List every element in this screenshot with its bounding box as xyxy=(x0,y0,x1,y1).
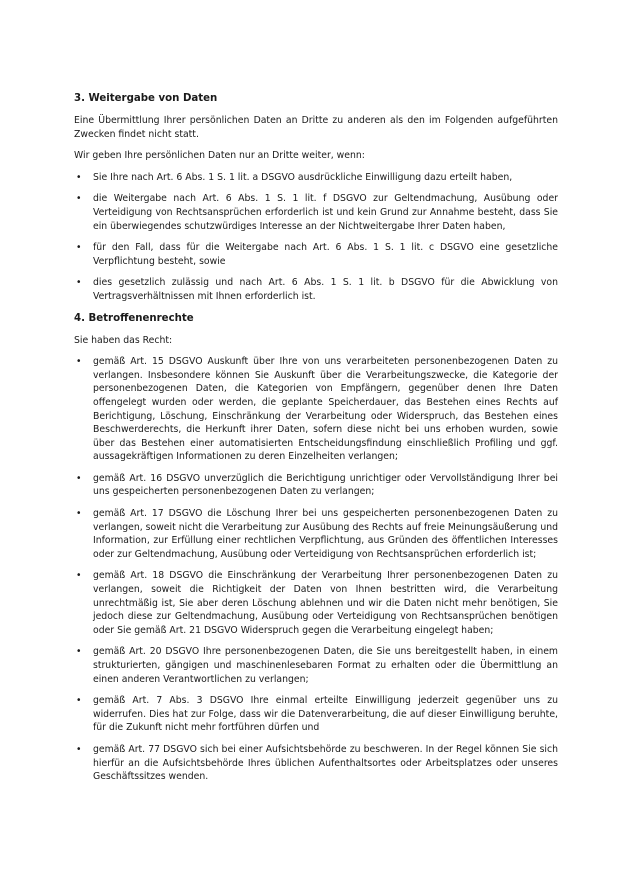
section-3-heading: 3. Weitergabe von Daten xyxy=(74,93,218,104)
list-item xyxy=(74,743,558,784)
bullet-icon: • xyxy=(76,695,82,707)
list-item xyxy=(74,241,558,268)
bullet-icon: • xyxy=(76,570,82,582)
bullet-icon: • xyxy=(76,646,82,658)
list-item-text: gemäß Art. 17 DSGVO die Löschung Ihrer bei uns gespeicherten personenbezogenen Daten zu verlangen, soweit nicht die Verarbeitung zur Ausübung des Rechts auf freie Meinungsäußerung und Information, zur Erfüllung einer rechtlichen Verpflichtung, aus Gründen des öffentlichen Interesses oder zur Geltendmachung, Ausübung oder Verteidigung von Rechtsansprüchen erforderlich ist; xyxy=(93,508,558,560)
section-4-heading: 4. Betroffenenrechte xyxy=(74,312,194,324)
bullet-icon: • xyxy=(76,171,82,183)
list-item-text: gemäß Art. 15 DSGVO Auskunft über Ihre von uns verarbeiteten personenbezogenen Daten zu verlangen. Insbesondere können Sie Auskunft über die Verarbeitungszwecke, die Kategorie der personenbezogenen Daten, die Kategorien von Empfängern, gegenüber denen Ihre Daten offengelegt wurden oder werden, die geplante Speicherdauer, das Bestehen eines Rechts auf Berichtigung, Löschung, Einschränkung der Verarbeitung oder Widerspruch, das Bestehen eines Beschwerderechts, die Herkunft ihrer Daten, sofern diese nicht bei uns erhoben wurden, sowie über das Bestehen einer automatisierten Entscheidungsfindung einschließlich Profiling und ggf. aussagekräftigen Informationen zu deren Einzelheiten verlangen; xyxy=(93,356,558,463)
list-item xyxy=(74,694,558,735)
list-item xyxy=(74,645,558,686)
list-item-text: gemäß Art. 18 DSGVO die Einschränkung der Verarbeitung Ihrer personenbezogenen Daten zu verlangen, soweit die Richtigkeit der Daten von Ihnen bestritten wird, die Verarbeitung unrechtmäßig ist, Sie aber deren Löschung ablehnen und wir die Daten nicht mehr benötigen, Sie jedoch diese zur Geltendmachung, Ausübung oder Verteidigung von Rechtsansprüchen benötigen oder Sie gemäß Art. 21 DSGVO Widerspruch gegen die Verarbeitung eingelegt haben; xyxy=(93,570,558,636)
bullet-icon: • xyxy=(76,277,82,289)
section-4-lead: Sie haben das Recht: xyxy=(74,334,173,346)
section-4-list xyxy=(74,355,558,784)
section-3-list xyxy=(74,171,558,304)
list-item-text: gemäß Art. 20 DSGVO Ihre personenbezogenen Daten, die Sie uns bereitgestellt haben, in einem strukturierten, gängigen und maschinenlesebaren Format zu erhalten oder die Übermittlung an einen anderen Verantwortlichen zu verlangen; xyxy=(93,646,558,685)
list-item-text: gemäß Art. 16 DSGVO unverzüglich die Berichtigung unrichtiger oder Vervollständigung Ihrer bei uns gespeicherten personenbezogenen Daten zu verlangen; xyxy=(93,472,558,498)
list-item xyxy=(74,192,558,233)
list-item-text: die Weitergabe nach Art. 6 Abs. 1 S. 1 lit. f DSGVO zur Geltendmachung, Ausübung oder Verteidigung von Rechtsansprüchen erforderlich ist und kein Grund zur Annahme besteht, dass Sie ein überwiegendes schutzwürdiges Interesse an der Nichtweitergabe Ihrer Daten haben, xyxy=(93,193,558,232)
document-page xyxy=(74,92,558,792)
bullet-icon: • xyxy=(76,508,82,520)
list-item xyxy=(74,569,558,637)
bullet-icon: • xyxy=(76,743,82,755)
bullet-icon: • xyxy=(76,472,82,484)
list-item xyxy=(74,171,558,185)
bullet-icon: • xyxy=(76,356,82,368)
list-item-text: gemäß Art. 77 DSGVO sich bei einer Aufsichtsbehörde zu beschweren. In der Regel können Sie sich hierfür an die Aufsichtsbehörde Ihres üblichen Aufenthaltsortes oder Arbeitsplatzes oder unseres Geschäftssitzes wenden. xyxy=(93,743,558,783)
bullet-icon: • xyxy=(76,242,82,254)
list-item xyxy=(74,507,558,561)
list-item xyxy=(74,276,558,303)
list-item-text: für den Fall, dass für die Weitergabe nach Art. 6 Abs. 1 S. 1 lit. c DSGVO eine gesetzliche Verpflichtung besteht, sowie xyxy=(93,242,558,267)
list-item-text: Sie Ihre nach Art. 6 Abs. 1 S. 1 lit. a DSGVO ausdrückliche Einwilligung dazu erteilt haben, xyxy=(93,171,513,183)
section-3-intro: Eine Übermittlung Ihrer persönlichen Daten an Dritte zu anderen als den im Folgenden aufgeführten Zwecken findet nicht statt. xyxy=(74,115,558,140)
list-item-text: dies gesetzlich zulässig und nach Art. 6 Abs. 1 S. 1 lit. b DSGVO für die Abwicklung von Vertragsverhältnissen mit Ihnen erforderlich ist. xyxy=(93,277,558,302)
list-item xyxy=(74,355,558,464)
bullet-icon: • xyxy=(76,193,82,205)
list-item-text: gemäß Art. 7 Abs. 3 DSGVO Ihre einmal erteilte Einwilligung jederzeit gegenüber uns zu widerrufen. Dies hat zur Folge, dass wir die Datenverarbeitung, die auf dieser Einwilligung beruhte, für die Zukunft nicht mehr fortführen dürfen und xyxy=(93,695,558,734)
list-item xyxy=(74,472,558,499)
section-3-lead: Wir geben Ihre persönlichen Daten nur an Dritte weiter, wenn: xyxy=(74,150,365,162)
